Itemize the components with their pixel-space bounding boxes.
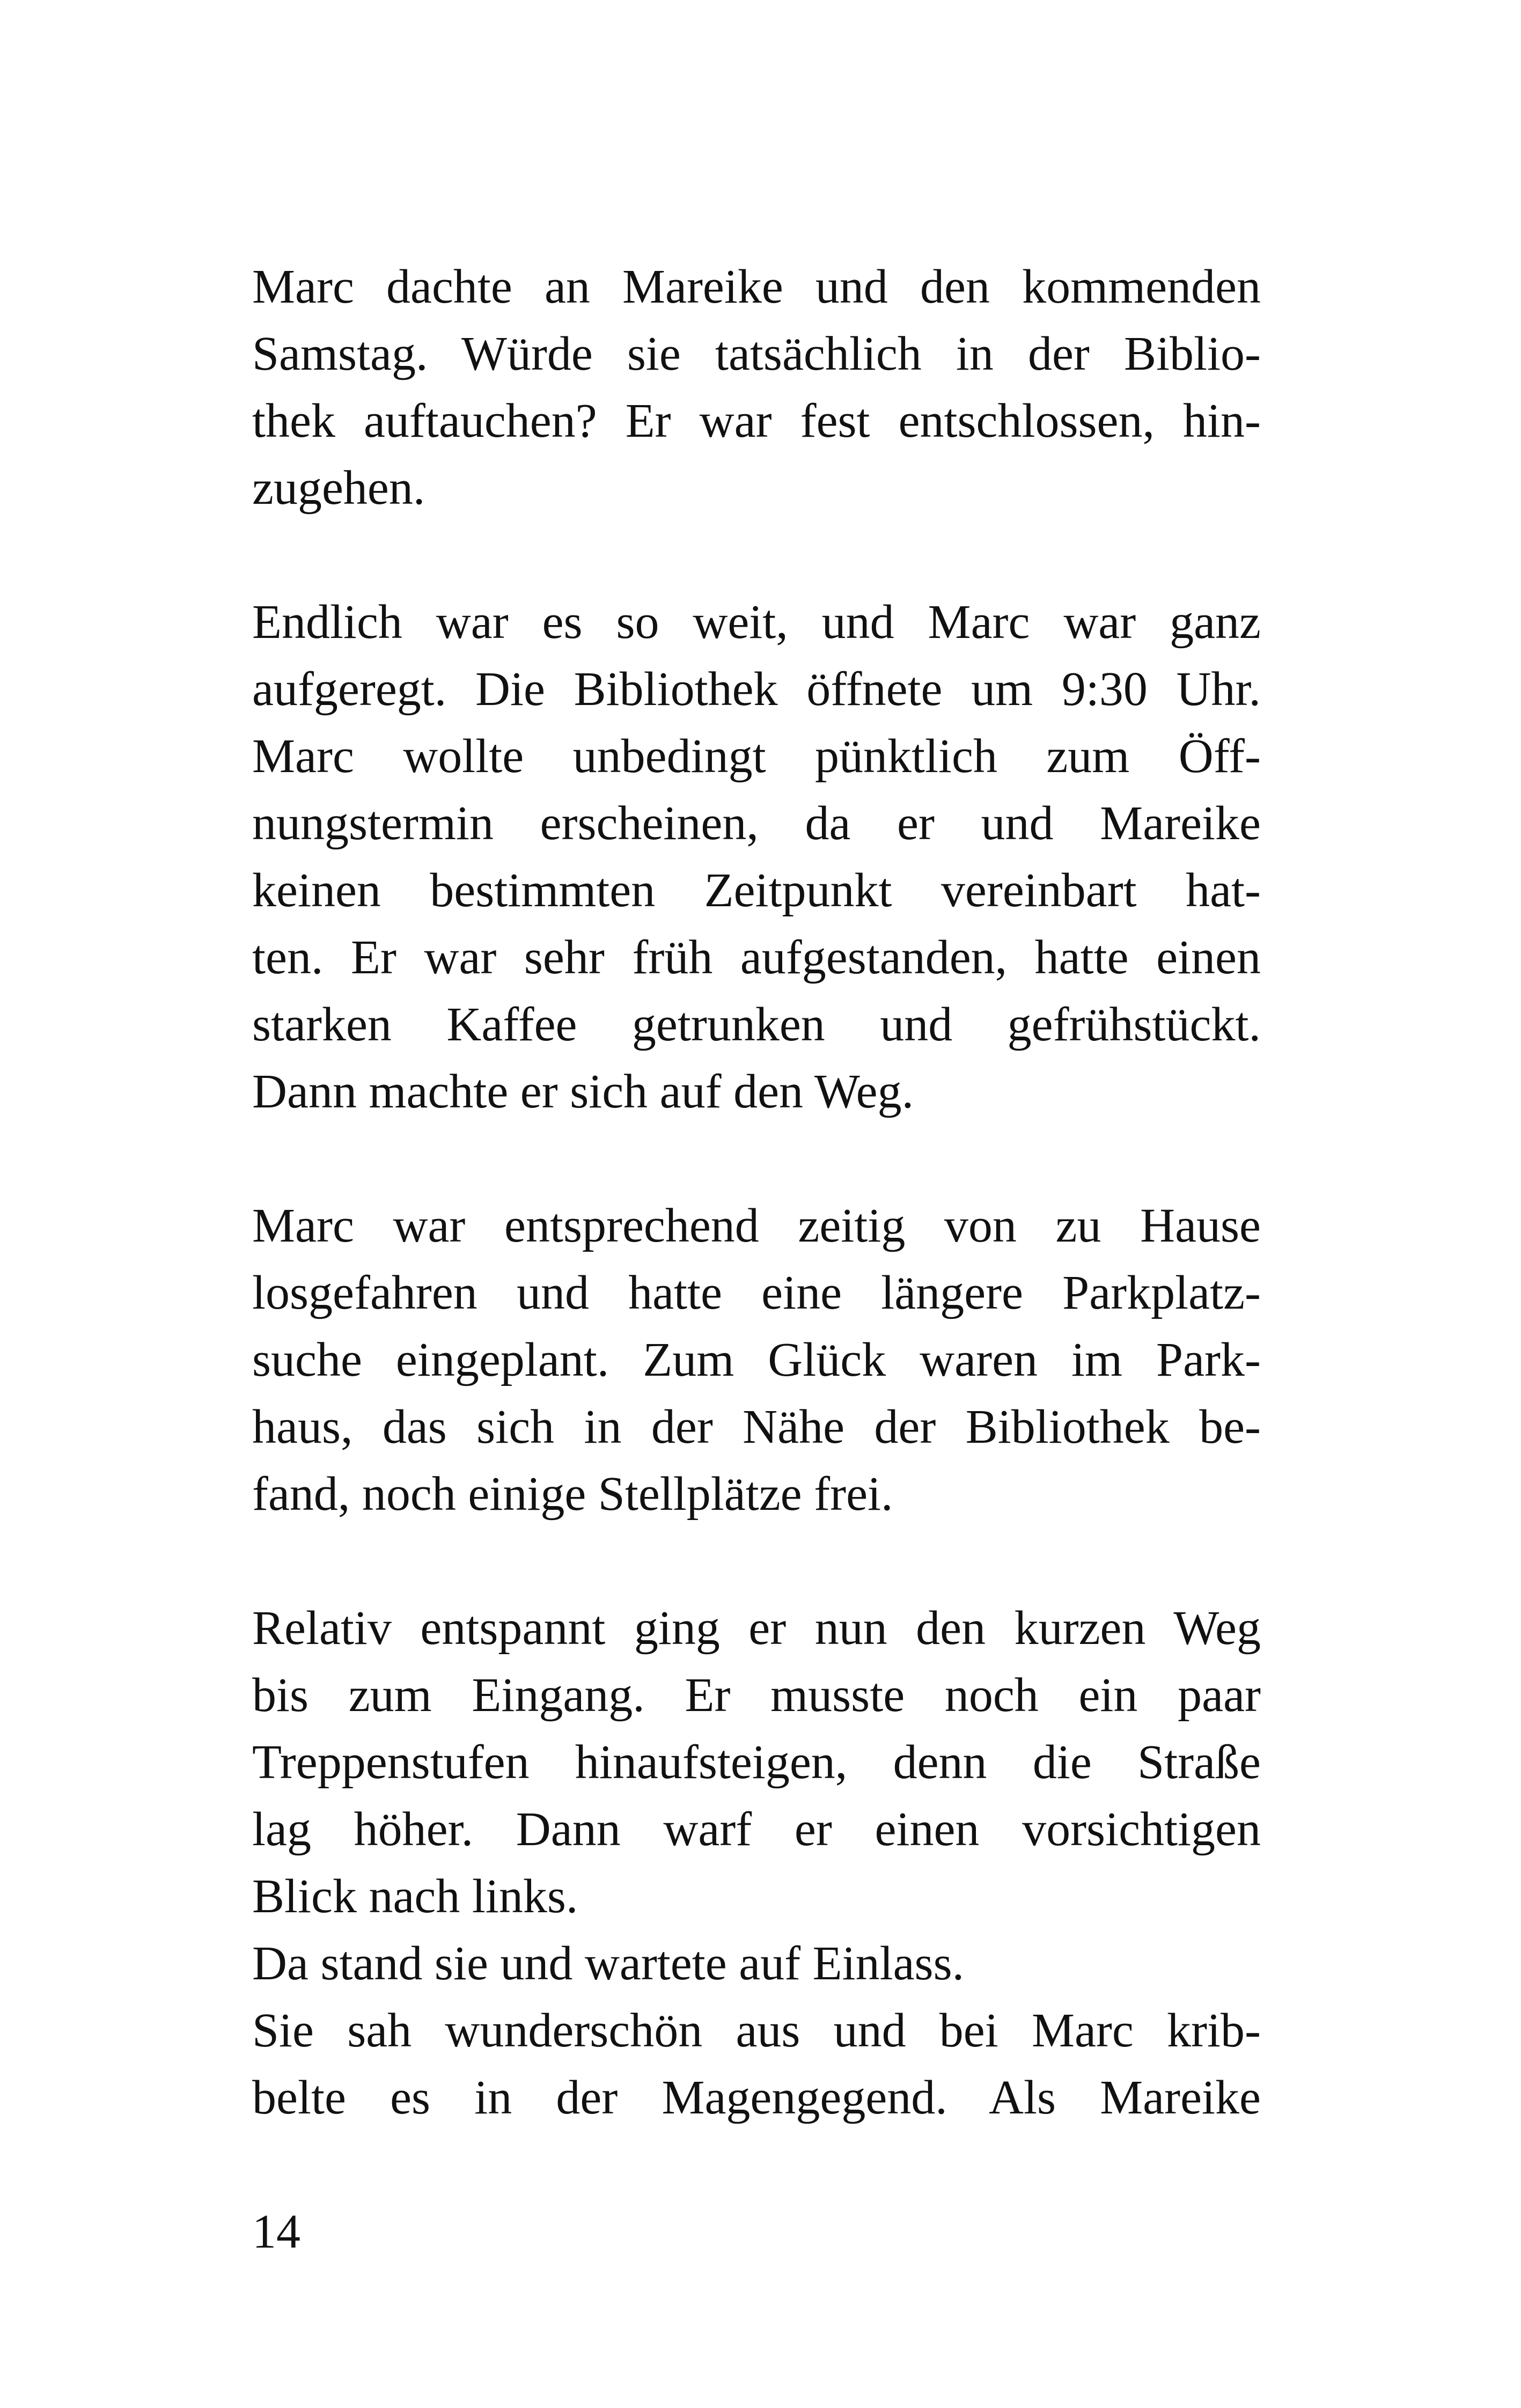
text-line: Relativ entspannt ging er nun den kurzen Weg <box>252 1602 1261 1655</box>
text-line: thek auftauchen? Er war fest entschlossen, hin- <box>252 394 1261 447</box>
paragraph <box>252 1930 1261 1997</box>
text-line: Treppenstufen hinaufsteigen, denn die Straße <box>252 1736 1261 1789</box>
text-line: Blick nach links. <box>252 1870 578 1923</box>
paragraph <box>252 1595 1261 1930</box>
text-line: ten. Er war sehr früh aufgestanden, hatte einen <box>252 931 1261 984</box>
text-line: Samstag. Würde sie tatsächlich in der Biblio- <box>252 327 1261 380</box>
paragraph <box>252 1192 1261 1528</box>
paragraph-gap <box>252 522 1261 589</box>
text-line: aufgeregt. Die Bibliothek öffnete um 9:30 Uhr. <box>252 663 1261 716</box>
text-line: losgefahren und hatte eine längere Parkplatz- <box>252 1266 1261 1319</box>
text-line: Marc wollte unbedingt pünktlich zum Öff- <box>252 730 1261 783</box>
text-line: suche eingeplant. Zum Glück waren im Park- <box>252 1333 1261 1386</box>
text-line: Marc war entsprechend zeitig von zu Hause <box>252 1199 1261 1252</box>
text-line: haus, das sich in der Nähe der Bibliothek be- <box>252 1400 1261 1453</box>
text-line: nungstermin erscheinen, da er und Mareike <box>252 797 1261 850</box>
paragraph <box>252 589 1261 1125</box>
text-line: Da stand sie und wartete auf Einlass. <box>252 1937 965 1990</box>
text-line: lag höher. Dann warf er einen vorsichtigen <box>252 1803 1261 1856</box>
text-line: bis zum Eingang. Er musste noch ein paar <box>252 1669 1261 1722</box>
text-line: Endlich war es so weit, und Marc war ganz <box>252 596 1261 649</box>
text-line: fand, noch einige Stellplätze frei. <box>252 1467 893 1521</box>
text-line: Sie sah wunderschön aus und bei Marc krib- <box>252 2004 1261 2057</box>
paragraph-gap <box>252 1125 1261 1192</box>
text-line: zugehen. <box>252 461 425 515</box>
text-line: Dann machte er sich auf den Weg. <box>252 1065 914 1118</box>
page-number: 14 <box>252 2205 300 2258</box>
text-line: keinen bestimmten Zeitpunkt vereinbart hat- <box>252 864 1261 917</box>
paragraph <box>252 253 1261 522</box>
text-line: starken Kaffee getrunken und gefrühstückt. <box>252 998 1261 1051</box>
paragraph-gap <box>252 1528 1261 1595</box>
paragraph <box>252 1997 1261 2131</box>
body-text <box>252 253 1261 2131</box>
text-line: belte es in der Magengegend. Als Mareike <box>252 2071 1261 2124</box>
text-line: Marc dachte an Mareike und den kommenden <box>252 260 1261 313</box>
